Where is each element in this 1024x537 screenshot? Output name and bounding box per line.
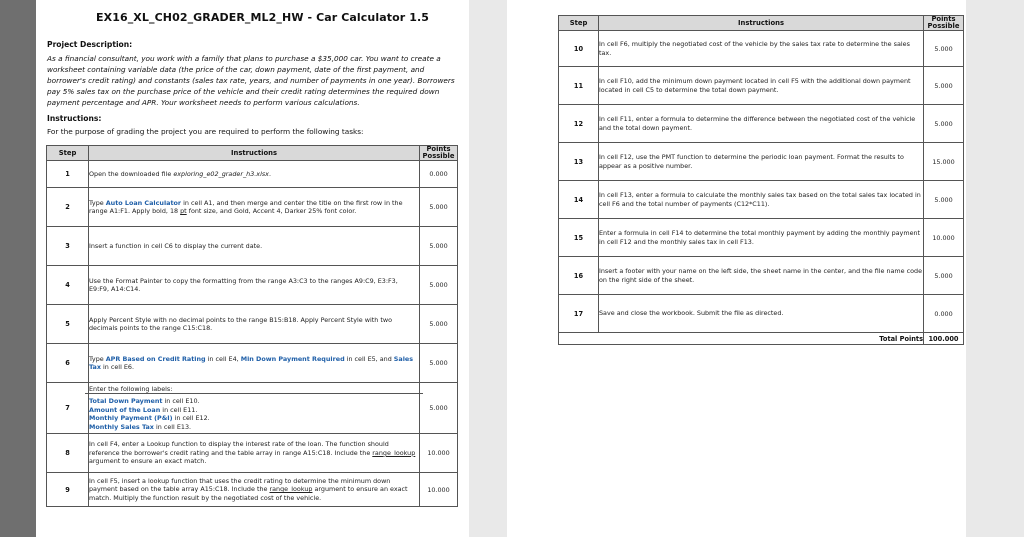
step-row: [47, 434, 458, 473]
instruction-text: In cell F11, enter a formula to determine the difference between the negotiated cost of the vehicle and the total down payment.: [599, 115, 916, 132]
project-description-heading: Project Description:: [47, 40, 133, 49]
step-row: [559, 143, 964, 181]
instruction-text: Apply Percent Style with no decimal points to the range B15:B18. Apply Percent Style with two decimals points to the range C15:C18.: [89, 315, 392, 332]
step-number: 14: [559, 181, 599, 219]
step-instructions: [89, 344, 420, 383]
step-instructions: [89, 305, 420, 344]
step-row: [47, 344, 458, 383]
step-number: 8: [47, 434, 89, 473]
step-number: 10: [559, 31, 599, 67]
step-number: 1: [47, 161, 89, 188]
step-row: [559, 31, 964, 67]
step-points: 5.000: [924, 67, 964, 105]
step-instructions: [89, 383, 420, 434]
step-instructions: [89, 161, 420, 188]
instruction-text: in cell E13.: [153, 422, 192, 431]
document-page-2: [507, 0, 966, 537]
step-points: 5.000: [924, 181, 964, 219]
highlighted-text: Monthly Payment (P&I): [89, 414, 173, 423]
step-number: 17: [559, 295, 599, 333]
document-page-1: [36, 0, 469, 537]
step-row: [559, 257, 964, 295]
step-points: 10.000: [420, 473, 458, 507]
header-instructions: Instructions: [89, 146, 420, 161]
step-row: [47, 227, 458, 266]
step-points: 0.000: [924, 295, 964, 333]
instruction-text: Enter a formula in cell F14 to determine the total monthly payment by adding the monthly payment in cell F12 and the monthly sales tax in cell F13.: [599, 229, 921, 246]
step-row: [47, 383, 458, 434]
step-instructions-heading: Enter the following labels:: [85, 385, 423, 394]
instruction-text: range_lookup: [269, 485, 313, 494]
total-points-label: Total Points: [559, 333, 924, 345]
step-number: 15: [559, 219, 599, 257]
step-points: 5.000: [924, 105, 964, 143]
step-number: 11: [559, 67, 599, 105]
highlighted-text: Monthly Sales Tax: [89, 422, 154, 431]
step-points: 5.000: [420, 188, 458, 227]
step-instructions: [89, 434, 420, 473]
step-instructions: [599, 219, 924, 257]
instruction-text: pt: [180, 207, 187, 215]
step-instructions: [599, 143, 924, 181]
step-instructions: [89, 473, 420, 507]
step-instructions: [599, 295, 924, 333]
instruction-text: in cell A1, and then merge and center the title on the first row in the range A1:F1. Apply bold, 18: [89, 198, 403, 215]
highlighted-text: Min Down Payment Required: [240, 354, 345, 363]
step-number: 2: [47, 188, 89, 227]
total-points-value: 100.000: [924, 333, 964, 345]
step-points: 5.000: [924, 31, 964, 67]
step-number: 12: [559, 105, 599, 143]
step-row: [559, 219, 964, 257]
step-points: 5.000: [924, 257, 964, 295]
instruction-text: Save and close the workbook. Submit the file as directed.: [599, 309, 784, 318]
step-row: [47, 161, 458, 188]
header-step: Step: [559, 16, 599, 31]
step-points: 10.000: [924, 219, 964, 257]
instruction-text: argument to ensure an exact match.: [89, 457, 207, 466]
highlighted-text: Sales Tax: [89, 354, 414, 371]
instruction-text: in cell E6.: [100, 363, 135, 371]
instruction-text: In cell F12, use the PMT function to determine the periodic loan payment. Format the results to appear as a positive number.: [599, 153, 904, 170]
step-instructions: [599, 105, 924, 143]
step-points: 10.000: [420, 434, 458, 473]
instruction-text: Type: [89, 354, 106, 363]
step-number: 13: [559, 143, 599, 181]
instruction-text: In cell F4, enter a Lookup function to display the interest rate of the loan. The function should reference the borrower's credit rating and the table array in range A15:C18. Include the: [89, 440, 389, 457]
step-instructions: [599, 181, 924, 219]
step-points: 5.000: [420, 266, 458, 305]
highlighted-text: APR Based on Credit Rating: [105, 354, 206, 363]
instruction-text: argument to ensure an exact match. Multiply the function result by the negotiated cost of the vehicle.: [89, 485, 408, 502]
instruction-text: Open the downloaded file: [89, 169, 174, 178]
instruction-text: range_lookup: [372, 448, 416, 457]
instruction-text: in cell E4,: [205, 354, 241, 363]
instructions-heading: Instructions:: [47, 114, 102, 123]
instruction-text: Insert a function in cell C6 to display the current date.: [89, 241, 263, 250]
step-points: 15.000: [924, 143, 964, 181]
viewer-gap: [469, 0, 507, 537]
step-points: 0.000: [420, 161, 458, 188]
viewer-margin: [966, 0, 1024, 537]
step-number: 5: [47, 305, 89, 344]
highlighted-text: Amount of the Loan: [89, 405, 161, 414]
document-title: EX16_XL_CH02_GRADER_ML2_HW - Car Calculator 1.5: [96, 11, 429, 24]
step-row: [47, 188, 458, 227]
step-number: 6: [47, 344, 89, 383]
step-number: 4: [47, 266, 89, 305]
step-points: 5.000: [420, 305, 458, 344]
instruction-text: Use the Format Painter to copy the formatting from the range A3:C3 to the ranges A9:C9, E3:F3, E9:F9, A14:C14.: [89, 276, 398, 293]
project-description: As a financial consultant, you work with a family that plans to purchase a $35,000 car. You want to create a worksheet containing variable data (the price of the car, down payment, date of the first payment, and borrower's credit rating) and constants (sales tax rate, years, and number of payments in one year). Borrowers pay 5% sales tax on the purchase price of the vehicle and their credit rating determines the required down payment percentage and APR. Your worksheet needs to perform various calculations.: [47, 54, 455, 107]
step-row: [47, 305, 458, 344]
instruction-text: font size, and Gold, Accent 4, Darker 25% font color.: [186, 207, 357, 215]
header-step: Step: [47, 146, 89, 161]
header-points: Points Possible: [420, 146, 458, 161]
step-number: 7: [47, 383, 89, 434]
step-instructions: [599, 31, 924, 67]
instruction-text: In cell F13, enter a formula to calculate the monthly sales tax based on the total sales tax located in cell F6 and the total number of payments (C12*C11).: [599, 191, 921, 208]
step-points: 5.000: [420, 344, 458, 383]
step-row: [559, 181, 964, 219]
step-instructions: [89, 227, 420, 266]
step-number: 3: [47, 227, 89, 266]
steps-table-page-2: [558, 15, 964, 345]
instruction-text: exploring_e02_grader_h3.xlsx: [173, 169, 269, 178]
step-number: 16: [559, 257, 599, 295]
step-points: 5.000: [420, 383, 458, 434]
step-row: [47, 473, 458, 507]
step-number: 9: [47, 473, 89, 507]
purpose-text: For the purpose of grading the project you are required to perform the following tasks:: [47, 127, 364, 136]
instruction-text: in cell E10.: [162, 397, 200, 406]
step-row: [559, 295, 964, 333]
instruction-text: .: [268, 169, 272, 178]
step-instructions: [89, 188, 420, 227]
step-points: 5.000: [420, 227, 458, 266]
header-points: Points Possible: [924, 16, 964, 31]
instruction-text: In cell F10, add the minimum down payment located in cell F5 with the additional down payment located in cell C5 to determine the total down payment.: [599, 77, 911, 94]
step-instructions: [599, 257, 924, 295]
instruction-text: in cell E11.: [160, 405, 198, 414]
instruction-text: In cell F6, multiply the negotiated cost of the vehicle by the sales tax rate to determine the sales tax.: [599, 40, 910, 57]
instruction-text: Type: [89, 198, 106, 207]
step-row: [47, 266, 458, 305]
step-instructions: [599, 67, 924, 105]
header-instructions: Instructions: [599, 16, 924, 31]
step-row: [559, 105, 964, 143]
instruction-text: in cell E12.: [172, 414, 210, 423]
instruction-text: Insert a footer with your name on the left side, the sheet name in the center, and the file name code on the right side of the sheet.: [599, 267, 923, 284]
highlighted-text: Auto Loan Calculator: [105, 198, 182, 207]
instruction-text: in cell E5, and: [344, 354, 394, 363]
highlighted-text: Total Down Payment: [89, 397, 163, 406]
step-instructions: [89, 266, 420, 305]
steps-table-page-1: [46, 145, 458, 507]
instruction-text: In cell F5, insert a lookup function that uses the credit rating to determine the minimum down payment based on the table array A15:C18. Include the: [89, 476, 391, 494]
step-row: [559, 67, 964, 105]
